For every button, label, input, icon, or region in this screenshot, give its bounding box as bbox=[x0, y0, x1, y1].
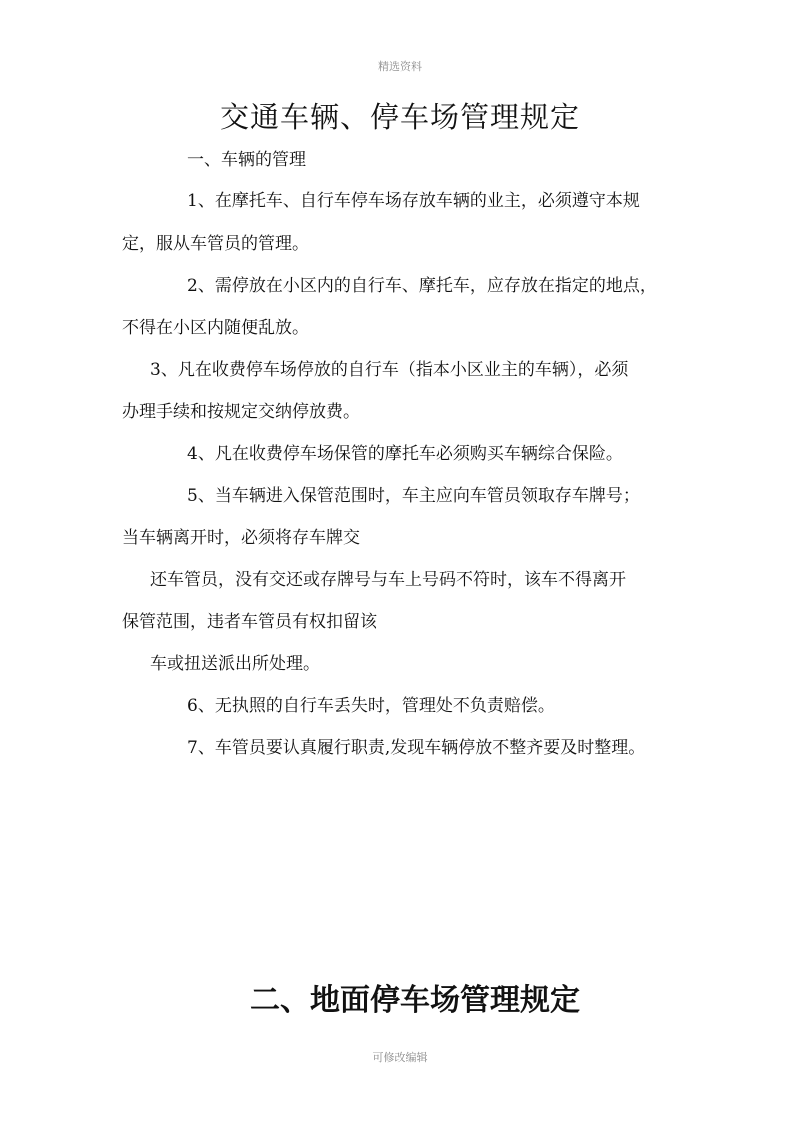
paragraph-line: 不得在小区内随便乱放。 bbox=[122, 318, 309, 338]
section-heading: 一、车辆的管理 bbox=[187, 150, 306, 170]
section-title: 二、地面停车场管理规定 bbox=[250, 983, 580, 1018]
paragraph-line: 2、需停放在小区内的自行车、摩托车，应存放在指定的地点， bbox=[187, 276, 657, 296]
header-label: 精选资料 bbox=[378, 60, 422, 73]
page-title: 交通车辆、停车场管理规定 bbox=[219, 100, 580, 134]
paragraph-line: 定，服从车管员的管理。 bbox=[122, 234, 309, 254]
paragraph-line: 保管范围，违者车管员有权扣留该 bbox=[122, 612, 377, 632]
paragraph-line: 7、车管员要认真履行职责,发现车辆停放不整齐要及时整理。 bbox=[187, 738, 646, 758]
paragraph-line: 办理手续和按规定交纳停放费。 bbox=[122, 402, 360, 422]
paragraph-line: 车或扭送派出所处理。 bbox=[150, 654, 320, 674]
paragraph-line: 1、在摩托车、自行车停车场存放车辆的业主，必须遵守本规 bbox=[187, 191, 640, 211]
paragraph-line: 6、无执照的自行车丢失时，管理处不负责赔偿。 bbox=[187, 696, 555, 716]
footer-label: 可修改编辑 bbox=[372, 1051, 428, 1064]
paragraph-line: 还车管员，没有交还或存牌号与车上号码不符时，该车不得离开 bbox=[150, 570, 626, 590]
paragraph-line: 5、当车辆进入保管范围时，车主应向车管员领取存车牌号； bbox=[187, 486, 640, 506]
paragraph-line: 4、凡在收费停车场保管的摩托车必须购买车辆综合保险。 bbox=[187, 444, 623, 464]
paragraph-line: 3、凡在收费停车场停放的自行车（指本小区业主的车辆），必须 bbox=[150, 360, 629, 380]
paragraph-line: 当车辆离开时，必须将存车牌交 bbox=[122, 528, 360, 548]
